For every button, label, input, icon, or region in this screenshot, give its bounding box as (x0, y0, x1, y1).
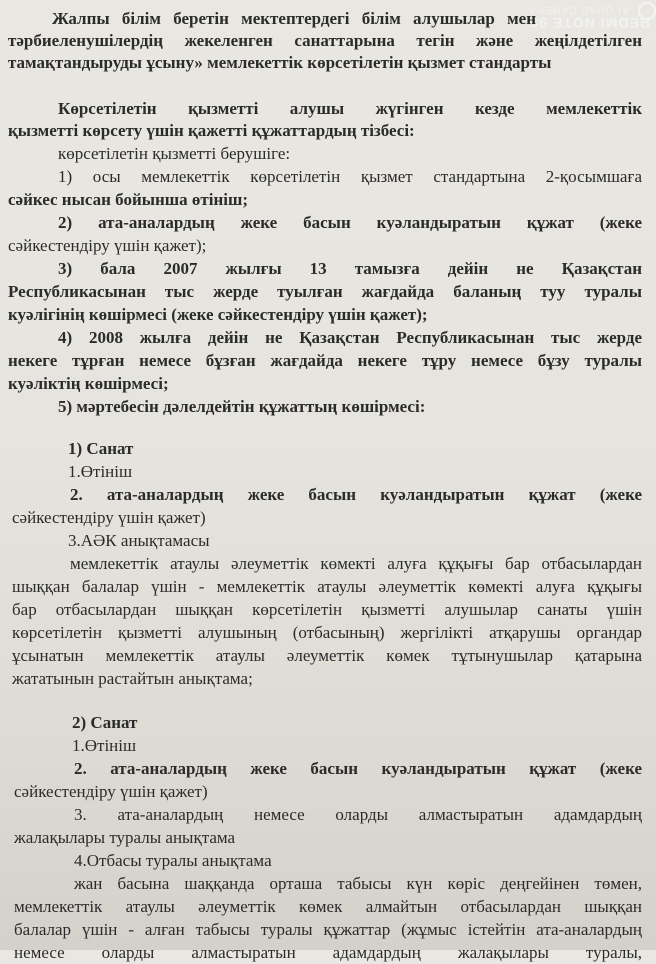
title-line-1: Жалпы білім беретін мектептердегі білім алушылар мен (52, 9, 536, 28)
category-2-line: 3. ата-аналардың немесе оларды алмастыратын адамдардың (74, 805, 642, 824)
category-1-line: мемлекеттік атаулы әлеуметтік көмекті алуға құқығы бар отбасылардан (70, 554, 642, 573)
item-1-line-2: сәйкес нысан бойынша өтініш; (8, 190, 249, 209)
category-1-line: шыққан балалар үшін - мемлекеттік атаулы әлеуметтік көмекті алуға құқығы (12, 577, 642, 596)
category-2-line: немесе оларды алмастыратын адамдардың жалақылары туралы, (14, 943, 642, 962)
category-2-line: 1.Өтініш (72, 736, 137, 755)
category-2-line: мемлекеттік атаулы әлеуметтік көмек алмайтын отбасылардан шыққан (14, 897, 642, 916)
item-3-line-1: 3) бала 2007 жылғы 13 тамызға дейін не Қазақстан (58, 259, 642, 278)
category-1-line: сәйкестендіру үшін қажет) (12, 508, 206, 527)
heading-line-2: қызметті көрсету үшін қажетті құжаттардың тізбесі: (8, 121, 415, 140)
category-2-line: сәйкестендіру үшін қажет) (14, 782, 208, 801)
item-2-line-2: сәйкестендіру үшін қажет); (8, 236, 207, 255)
category-2-title: 2) Санат (72, 713, 138, 732)
category-1-line: ұсынатын мемлекеттік атаулы әлеуметтік көмек тұтынушылар қатарына (12, 646, 642, 665)
item-4-line-2: некеге тұрған немесе бұзған жағдайда некеге тұру немесе бұзу туралы (8, 351, 642, 370)
heading-line-1: Көрсетілетін қызметті алушы жүгінген кезде мемлекеттік (58, 99, 642, 118)
to-provider-text: көрсетілетін қызметті берушіге: (58, 144, 291, 163)
watermark-device: REDMI NOTE 9S (528, 15, 650, 31)
category-1-line: 3.АӘК анықтамасы (68, 531, 210, 550)
category-1-line: бар отбасылардан шыққан көрсетілетін қызметті алушылар санаты үшін (12, 600, 642, 619)
category-1-title: 1) Санат (68, 439, 134, 458)
category-1-line: жататынын растайтын анықтама; (12, 669, 253, 688)
item-1-line-1: 1) осы мемлекеттік көрсетілетін қызмет стандартына 2-қосымшаға (58, 167, 642, 186)
item-3-line-3: куәлігінің көшірмесі (жеке сәйкестендіру үшін қажет); (8, 305, 428, 324)
item-2-line-1: 2) ата-аналардың жеке басын куәландыратын құжат (жеке (58, 213, 642, 232)
item-4-line-3: куәліктің көшірмесі; (8, 374, 169, 393)
category-1-line: 1.Өтініш (68, 462, 133, 481)
camera-lens-icon (638, 2, 656, 20)
item-4-line-1: 4) 2008 жылға дейін не Қазақстан Республикасынан тыс жерде (58, 328, 642, 347)
category-1-line: 2. ата-аналардың жеке басын куәландыратын құжат (жеке (70, 485, 642, 504)
item-5-line-1: 5) мәртебесін дәлелдейтін құжаттың көшірмесі: (58, 397, 426, 416)
category-2-line: балалар үшін - алған табысы туралы құжаттар (жұмыс істейтін ата-аналардың (14, 920, 642, 939)
category-2-line: жан басына шаққанда орташа табысы күн көріс деңгейінен төмен, (74, 874, 642, 893)
category-2-line: 4.Отбасы туралы анықтама (74, 851, 272, 870)
category-2-line: жалақылары туралы анықтама (14, 828, 236, 847)
watermark-caption: AI QUAD CAMERA (528, 4, 629, 15)
item-3-line-2: Республикасынан тыс жерде туылған жағдайда баланың туу туралы (8, 282, 642, 301)
title-line-2: тәрбиеленушілердің жекеленген санаттарына тегін және жеңілдетілген (8, 31, 642, 50)
camera-watermark (528, 4, 650, 31)
title-line-3: тамақтандыруды ұсыну» мемлекеттік көрсетілетін қызмет стандарты (8, 53, 552, 72)
category-2-line: 2. ата-аналардың жеке басын куәландыратын құжат (жеке (74, 759, 642, 778)
category-1-line: көрсетілетін қызметті алушының (отбасының) жергілікті атқарушы органдар (12, 623, 642, 642)
